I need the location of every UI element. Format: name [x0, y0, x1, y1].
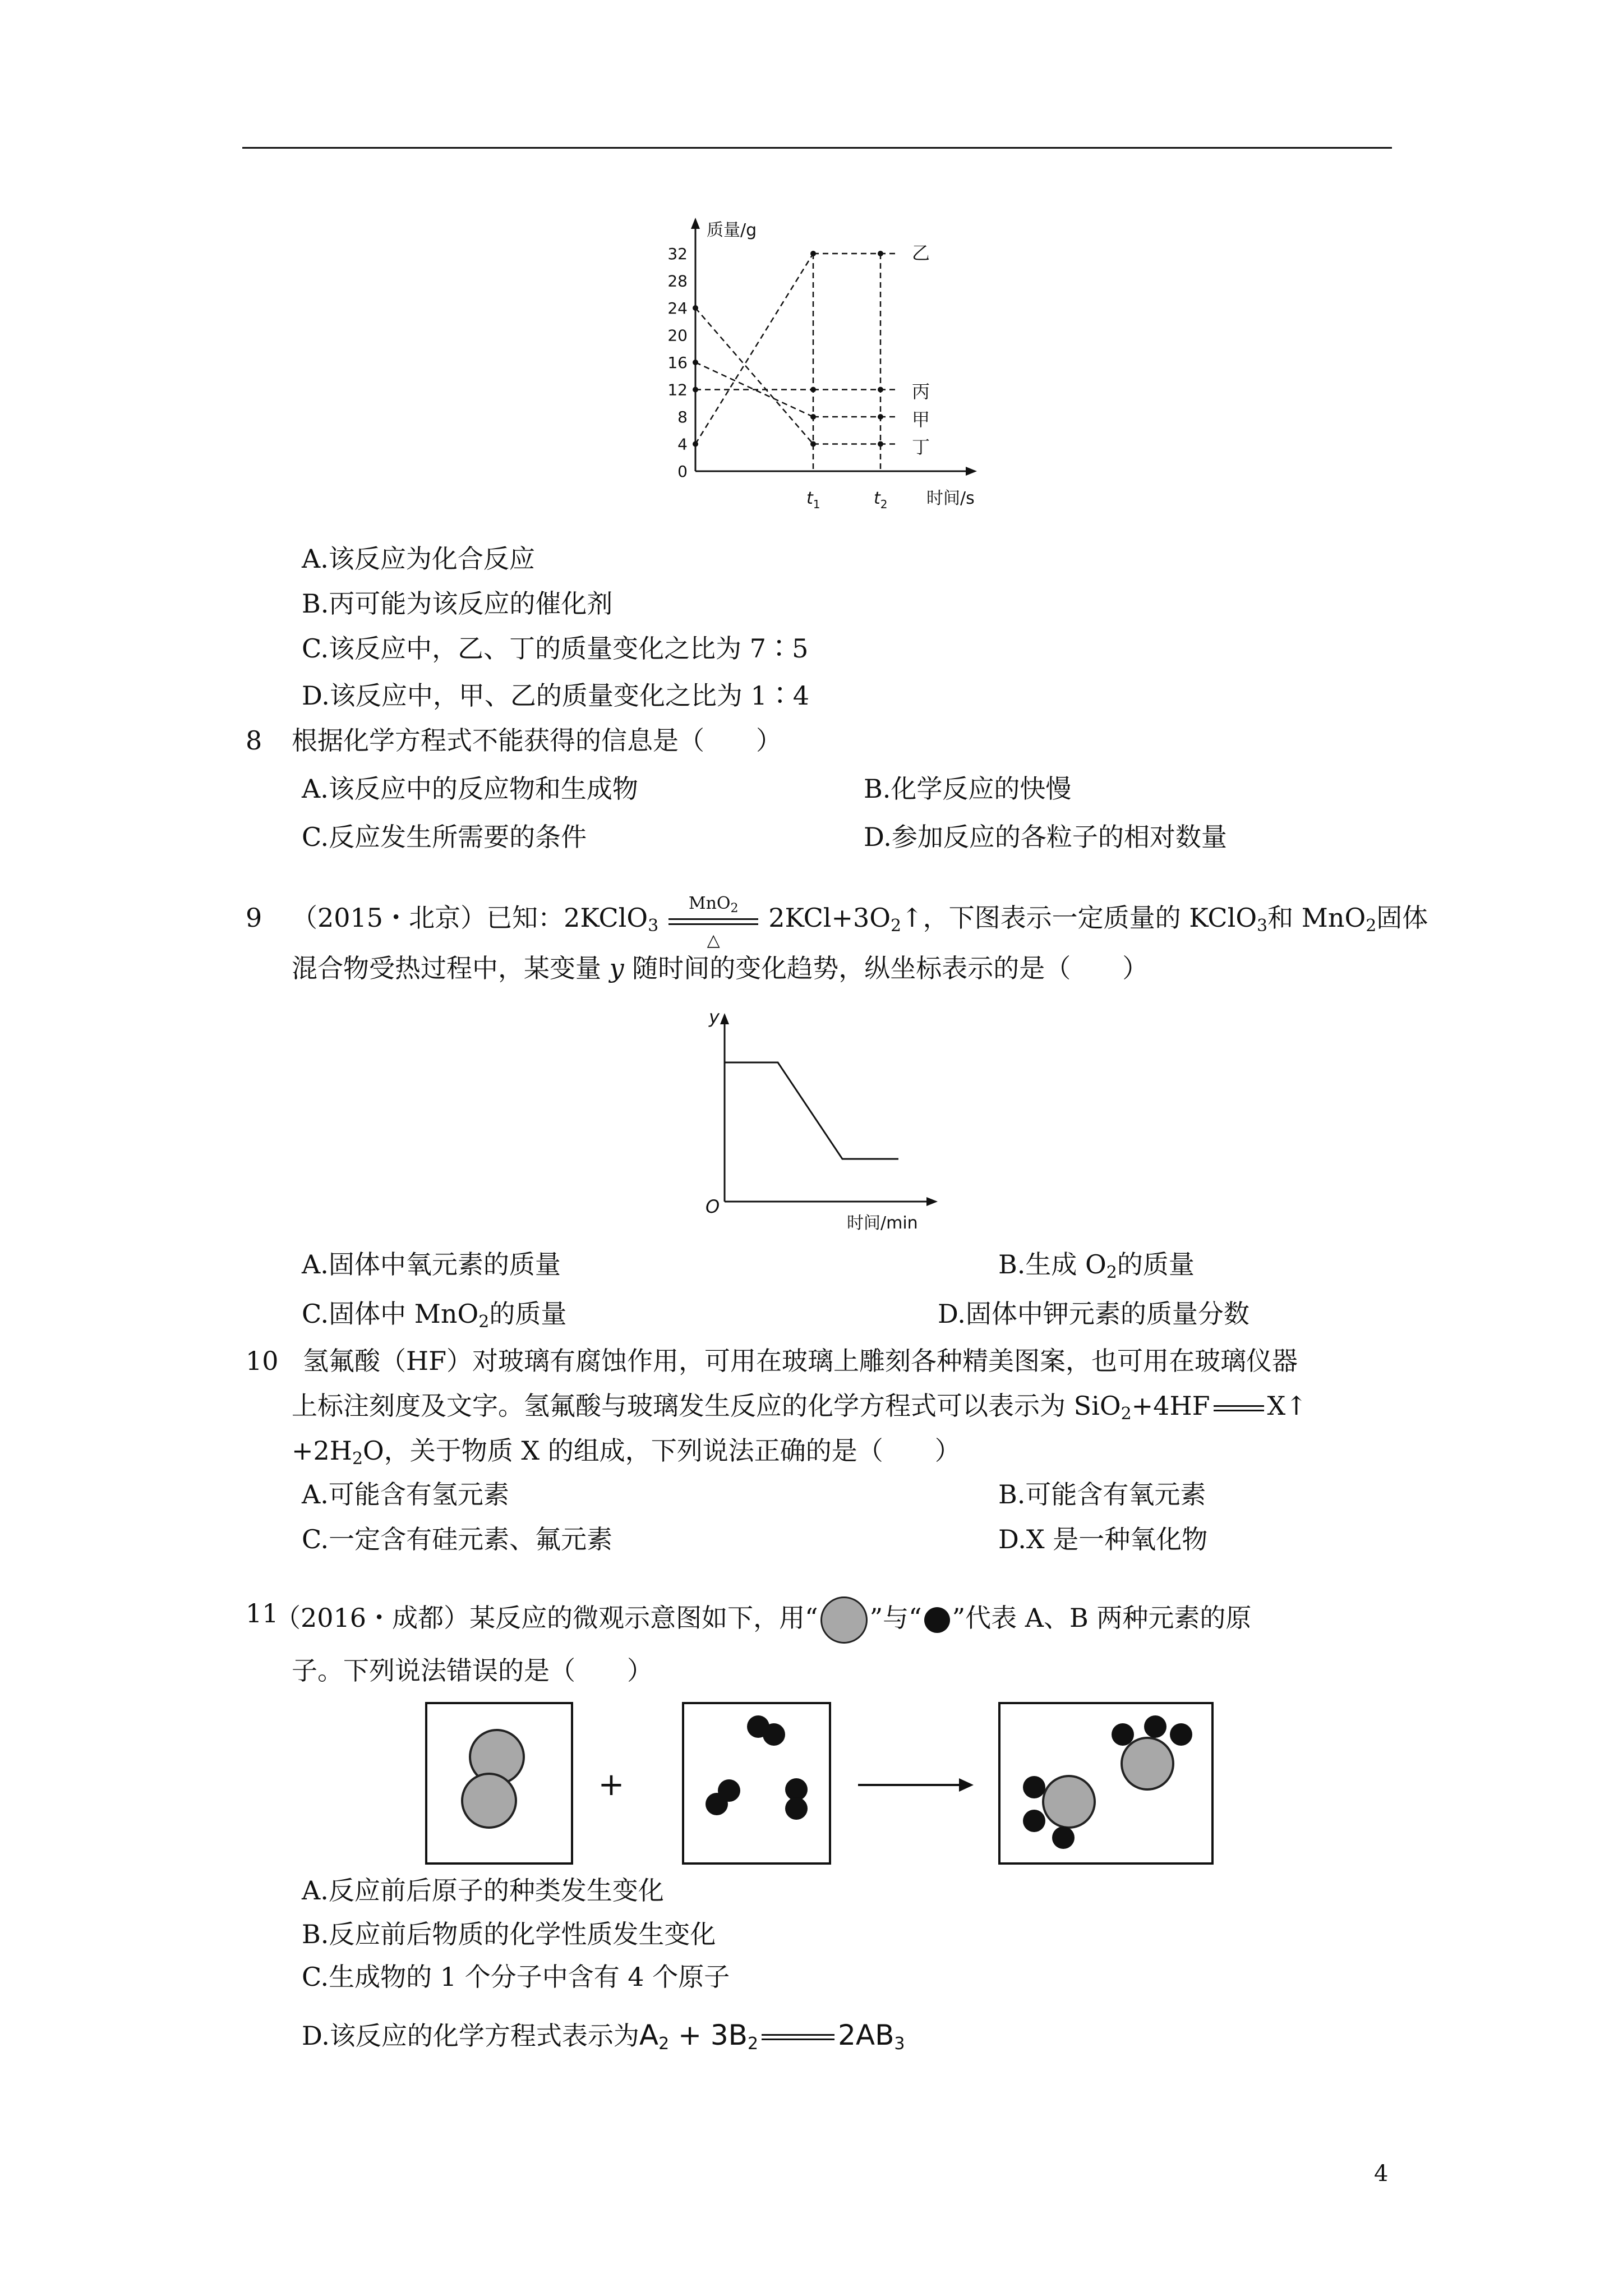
mass-time-chart: [634, 208, 993, 522]
q10-option-a: A.可能含有氢元素: [302, 1479, 509, 1510]
ab3-b-atom: [1170, 1723, 1192, 1746]
q11-equals-sign: [762, 2034, 834, 2040]
q7-option-d: D.该反应中，甲、乙的质量变化之比为 1∶4: [302, 680, 810, 711]
b-atom: [785, 1797, 808, 1820]
chart1-x-tick-t1: $t_1$: [806, 489, 820, 511]
chart1-y-axis-label: 质量/g: [707, 220, 757, 240]
q7-option-b: B.丙可能为该反应的催化剂: [302, 588, 613, 619]
q10-stem-line3: $+2H_2O$，关于物质 X 的组成，下列说法正确的是（ ）: [292, 1435, 961, 1469]
q10-stem-line2: 上标注刻度及文字。氢氟酸与玻璃发生反应的化学方程式可以表示为 SiO$_2$+4HF X↑: [292, 1391, 1307, 1424]
q9-option-d: D.固体中钾元素的质量分数: [938, 1299, 1249, 1329]
y-time-chart: [695, 1004, 953, 1240]
page-number: 4: [1374, 2161, 1389, 2187]
q11-option-d: D.该反应的化学方程式表示为$A_2 + 3B_2$ $2AB_3$: [302, 2019, 905, 2054]
q10-option-d: D.X 是一种氧化物: [998, 1524, 1208, 1554]
gray-atom-legend-icon: [820, 1596, 868, 1644]
chart1-y-tick: 32: [667, 245, 688, 263]
chart1-y-arrow: [691, 218, 700, 229]
chart1-label-bing: 丙: [912, 381, 930, 402]
chart2-y-arrow: [720, 1013, 729, 1024]
chart1-series-ding: [695, 308, 813, 444]
chart2-x-arrow: [926, 1197, 938, 1206]
chart2-trend-line: [725, 1062, 898, 1159]
q11-option-c: C.生成物的 1 个分子中含有 4 个原子: [302, 1962, 730, 1992]
chart1-x-arrow: [966, 467, 977, 476]
chart1-y-tick: 8: [677, 408, 688, 426]
chart1-label-yi: 乙: [912, 242, 930, 264]
ab3-central-atom: [1122, 1738, 1173, 1789]
q9-option-c: C.固体中 MnO$_2$的质量: [302, 1299, 567, 1332]
chart2-y-axis-label: y: [709, 1006, 720, 1028]
header-rule: [242, 147, 1392, 149]
q8-option-c: C.反应发生所需要的条件: [302, 822, 587, 852]
black-atom-legend-icon: [924, 1607, 950, 1633]
chart1-point: [693, 305, 698, 311]
a2-atom-bottom: [462, 1774, 516, 1828]
ab3-b-atom: [1112, 1723, 1134, 1746]
chart1-series-yi: [695, 254, 813, 444]
chart1-y-tick: 16: [667, 353, 688, 372]
ab3-b-atom: [1144, 1715, 1166, 1738]
chart2-x-axis-label: 时间/min: [847, 1213, 918, 1233]
chart1-y-tick: 20: [667, 326, 688, 345]
ab3-b-atom: [1023, 1810, 1045, 1832]
q10-equals-sign: [1214, 1405, 1264, 1411]
q8-number: 8: [246, 725, 262, 756]
ab3-central-atom: [1043, 1776, 1095, 1828]
q10-option-b: B.可能含有氧元素: [998, 1479, 1206, 1510]
q11-stem-line2: 子。下列说法错误的是（ ）: [292, 1655, 653, 1686]
chart2-origin-label: O: [706, 1196, 720, 1217]
q8-option-a: A.该反应中的反应物和生成物: [302, 774, 638, 804]
reaction-arrow-head: [959, 1778, 974, 1792]
q10-option-c: C.一定含有硅元素、氟元素: [302, 1524, 613, 1554]
q9-stem-line1: （2015・北京）已知：2KClO$_3$ MnO$_2$ △ $2KCl+3O_2↑$，下图表示一定质量的 KClO$_3$和 MnO$_2$固体: [292, 894, 1428, 950]
chart1-label-jia: 甲: [912, 409, 930, 430]
q9-option-b: B.生成 $O_2$的质量: [998, 1249, 1195, 1282]
q10-stem-line1: 氢氟酸（HF）对玻璃有腐蚀作用，可用在玻璃上雕刻各种精美图案，也可用在玻璃仪器: [303, 1346, 1298, 1376]
chart1-y-tick: 12: [667, 380, 688, 399]
chart1-x-tick-t2: $t_2$: [874, 489, 888, 511]
q11-option-a: A.反应前后原子的种类发生变化: [302, 1875, 664, 1906]
q9-number: 9: [246, 903, 262, 933]
chart1-point: [693, 387, 698, 393]
chart1-point: [693, 441, 698, 447]
chart1-x-axis-label: 时间/s: [926, 489, 975, 508]
q11-stem-line1: （2016・成都）某反应的微观示意图如下，用“ ”与“ ”代表 A、B 两种元素的原: [275, 1596, 1251, 1644]
chart1-label-ding: 丁: [912, 436, 930, 458]
q8-option-b: B.化学反应的快慢: [864, 774, 1072, 804]
chart1-y-tick: 24: [667, 299, 688, 318]
chart1-y-tick: 28: [667, 272, 688, 291]
chart1-y-tick: 4: [677, 435, 688, 454]
chart1-point: [693, 360, 698, 365]
ab3-b-atom: [1052, 1826, 1075, 1849]
q8-stem: 根据化学方程式不能获得的信息是（ ）: [292, 725, 782, 756]
q9-option-a: A.固体中氧元素的质量: [302, 1249, 561, 1280]
ab3-b-atom: [1023, 1776, 1045, 1798]
q10-number: 10: [246, 1346, 279, 1376]
q9-stem-line2: 混合物受热过程中，某变量 y 随时间的变化趋势，纵坐标表示的是（ ）: [292, 953, 1149, 983]
q11-option-b: B.反应前后物质的化学性质发生变化: [302, 1919, 716, 1949]
q7-option-a: A.该反应为化合反应: [302, 544, 535, 574]
b-atom: [706, 1793, 728, 1815]
q11-number: 11: [246, 1598, 279, 1628]
b-atom: [763, 1723, 785, 1746]
q9-reaction-arrow: MnO$_2$ △: [668, 915, 758, 925]
q7-option-c: C.该反应中，乙、丁的质量变化之比为 7∶5: [302, 633, 809, 664]
reaction-diagram: [415, 1700, 1223, 1868]
chart1-y-tick: 0: [677, 462, 688, 481]
plus-sign: +: [598, 1766, 625, 1803]
q8-option-d: D.参加反应的各粒子的相对数量: [864, 822, 1227, 852]
